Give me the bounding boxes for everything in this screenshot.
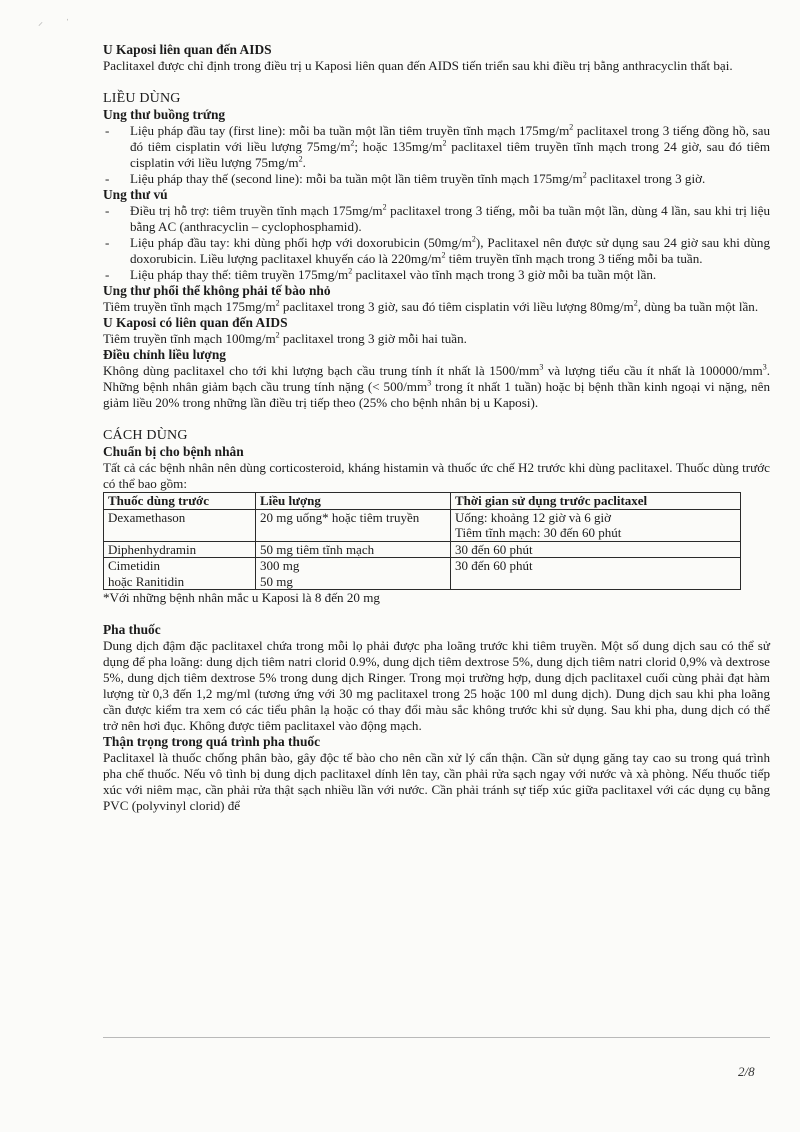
subtitle-lung-cancer: Ung thư phổi thể không phải tế bào nhỏ: [103, 283, 331, 298]
paragraph-dose-adjust: Không dùng paclitaxel cho tới khi lượng bạch cầu trung tính ít nhất là $1500/mm^3$ và lượng tiểu cầu ít nhất là $100000/mm^3$. Những bệnh nhân giảm bạch cầu trung tính nặng (< $500/mm^3$ trong ít nhất 1 tuần) hoặc bị bệnh thần kinh ngoại vi nặng, nên giảm liều 20% trong những lần điều trị tiếp theo (25% cho bệnh nhân bị u Kaposi).: [103, 362, 771, 410]
subtitle-caution: Thận trọng trong quá trình pha thuốc: [103, 734, 321, 749]
table-row: [104, 541, 741, 558]
list-item: - Liệu pháp thay thế (second line): mỗi ba tuần một lần tiêm truyền tĩnh mạch $175mg/m^2$ paclitaxel trong 3 giờ.: [103, 171, 770, 187]
table-header: Thời gian sử dụng trước paclitaxel: [451, 493, 741, 510]
subtitle-kaposi: U Kaposi có liên quan đến AIDS: [103, 315, 288, 330]
table-cell: Dexamethason: [104, 509, 256, 541]
paragraph-dilution: Dung dịch đậm đặc paclitaxel chứa trong mỗi lọ phải được pha loãng trước khi tiêm truyền. Một số dung dịch sau có thể sử dụng để pha loãng: dung dịch tiêm natri clorid 0.9%, dung dịch tiêm dextrose 5%, dung dịch tiêm natri clorid 0,9% và dextrose 5%, dung dịch tiêm dextrose 5% trong dung dịch Ringer. Trong mọi trường hợp, dung dịch paclitaxel cuối cùng phải đạt hàm lượng từ 0,3 đến 1,2 mg/ml (tương ứng với 30 mg paclitaxel trong 25 hoặc 100 ml dung dịch). Dung dịch sau khi pha loãng cần được kiểm tra xem có các tiểu phân lạ hoặc có thay đổi màu sắc không trước khi sử dụng. Sau khi pha, dung dịch có thể trở nên hơi đục. Không được tiêm paclitaxel vào động mạch.: [103, 638, 770, 733]
heading-lieu-dung: LIỀU DÙNG: [103, 91, 181, 106]
table-header: Liều lượng: [256, 493, 451, 510]
subtitle-ovarian-cancer: Ung thư buồng trứng: [103, 107, 226, 122]
table-cell: 30 đến 60 phút: [451, 558, 741, 590]
section-title-kaposi-aids: U Kaposi liên quan đến AIDS: [103, 42, 272, 57]
table-cell: 50 mg tiêm tĩnh mạch: [256, 541, 451, 558]
document-page: [103, 42, 770, 814]
table-cell: 30 đến 60 phút: [451, 541, 741, 558]
subtitle-breast-cancer: Ung thư vú: [103, 187, 168, 202]
scan-mark: ˌ: [66, 10, 70, 21]
table-cell: Diphenhydramin: [104, 541, 256, 558]
heading-cach-dung: CÁCH DÙNG: [103, 428, 188, 443]
table-row: [104, 558, 741, 590]
table-cell: Uống: khoảng 12 giờ và 6 giờ Tiêm tĩnh mạch: 30 đến 60 phút: [451, 509, 741, 541]
table-row: [104, 509, 741, 541]
subtitle-dilution: Pha thuốc: [103, 622, 161, 637]
list-item: - Liệu pháp đầu tay: khi dùng phối hợp với doxorubicin $(50mg/m^2)$, Paclitaxel nên được sử dụng sau 24 giờ sau khi dùng doxorubicin. Liều lượng paclitaxel khuyến cáo là $220mg/m^2$ tiêm truyền tĩnh mạch trong 3 tiếng mỗi ba tuần.: [103, 235, 770, 267]
paragraph-kaposi-indication: Paclitaxel được chỉ định trong điều trị u Kaposi liên quan đến AIDS tiến triển sau khi điều trị bằng anthracyclin thất bại.: [103, 58, 733, 73]
scan-mark: ⸝: [38, 17, 43, 28]
premedication-table: [103, 492, 741, 590]
footer-rule: [103, 1037, 770, 1038]
page-number: 2/8: [738, 1064, 755, 1079]
subtitle-dose-adjust: Điều chỉnh liều lượng: [103, 347, 226, 362]
table-footnote: *Với những bệnh nhân mắc u Kaposi là 8 đến 20 mg: [103, 590, 380, 605]
list-item: - Liệu pháp thay thế: tiêm truyền $175mg/m^2$ paclitaxel vào tĩnh mạch trong 3 giờ mỗi ba tuần một lần.: [103, 267, 770, 283]
table-cell: Cimetidin hoặc Ranitidin: [104, 558, 256, 590]
subtitle-patient-prep: Chuẩn bị cho bệnh nhân: [103, 444, 244, 459]
paragraph-kaposi-dose: Tiêm truyền tĩnh mạch $100mg/m^2$ paclitaxel trong 3 giờ mỗi hai tuần.: [103, 330, 467, 346]
paragraph-caution: Paclitaxel là thuốc chống phân bào, gây độc tế bào cho nên cần xử lý cẩn thận. Cần sử dụng găng tay cao su trong quá trình pha chế thuốc. Nếu vô tình bị dung dịch paclitaxel dính lên tay, cần phải rửa sạch ngay với nước và xà phòng. Nếu thuốc tiếp xúc với niêm mạc, cần phải rửa thật sạch nhiều lần với nước. Cần phải tránh sự tiếp xúc giữa paclitaxel với các dụng cụ bằng PVC (polyvinyl clorid) để: [103, 750, 770, 813]
paragraph-lung: Tiêm truyền tĩnh mạch $175mg/m^2$ paclitaxel trong 3 giờ, sau đó tiêm cisplatin với liều lượng $80mg/m^2$, dùng ba tuần một lần.: [103, 298, 759, 314]
table-cell: 300 mg 50 mg: [256, 558, 451, 590]
table-header: Thuốc dùng trước: [104, 493, 256, 510]
table-header-row: [104, 493, 741, 510]
list-ovarian: [103, 123, 770, 187]
list-breast: [103, 203, 770, 283]
paragraph-patient-prep: Tất cả các bệnh nhân nên dùng corticosteroid, kháng histamin và thuốc ức chế H2 trước khi dùng paclitaxel. Thuốc dùng trước có thể bao gồm:: [103, 460, 770, 491]
list-item: - Liệu pháp đầu tay (first line): mỗi ba tuần một lần tiêm truyền tĩnh mạch $175mg/m^2$ paclitaxel trong 3 tiếng đồng hồ, sau đó tiêm cisplatin với liều lượng $75mg/m^2$; hoặc $135mg/m^2$ paclitaxel tiêm truyền tĩnh mạch trong 24 giờ, sau đó tiêm cisplatin với liều lượng $75mg/m^2$.: [103, 123, 770, 171]
table-cell: 20 mg uống* hoặc tiêm truyền: [256, 509, 451, 541]
list-item: - Điều trị hỗ trợ: tiêm truyền tĩnh mạch $175mg/m^2$ paclitaxel trong 3 tiếng, mỗi ba tuần một lần, dùng 4 lần, sau khi trị liệu bằng AC (anthracyclin – cyclophosphamid).: [103, 203, 770, 235]
